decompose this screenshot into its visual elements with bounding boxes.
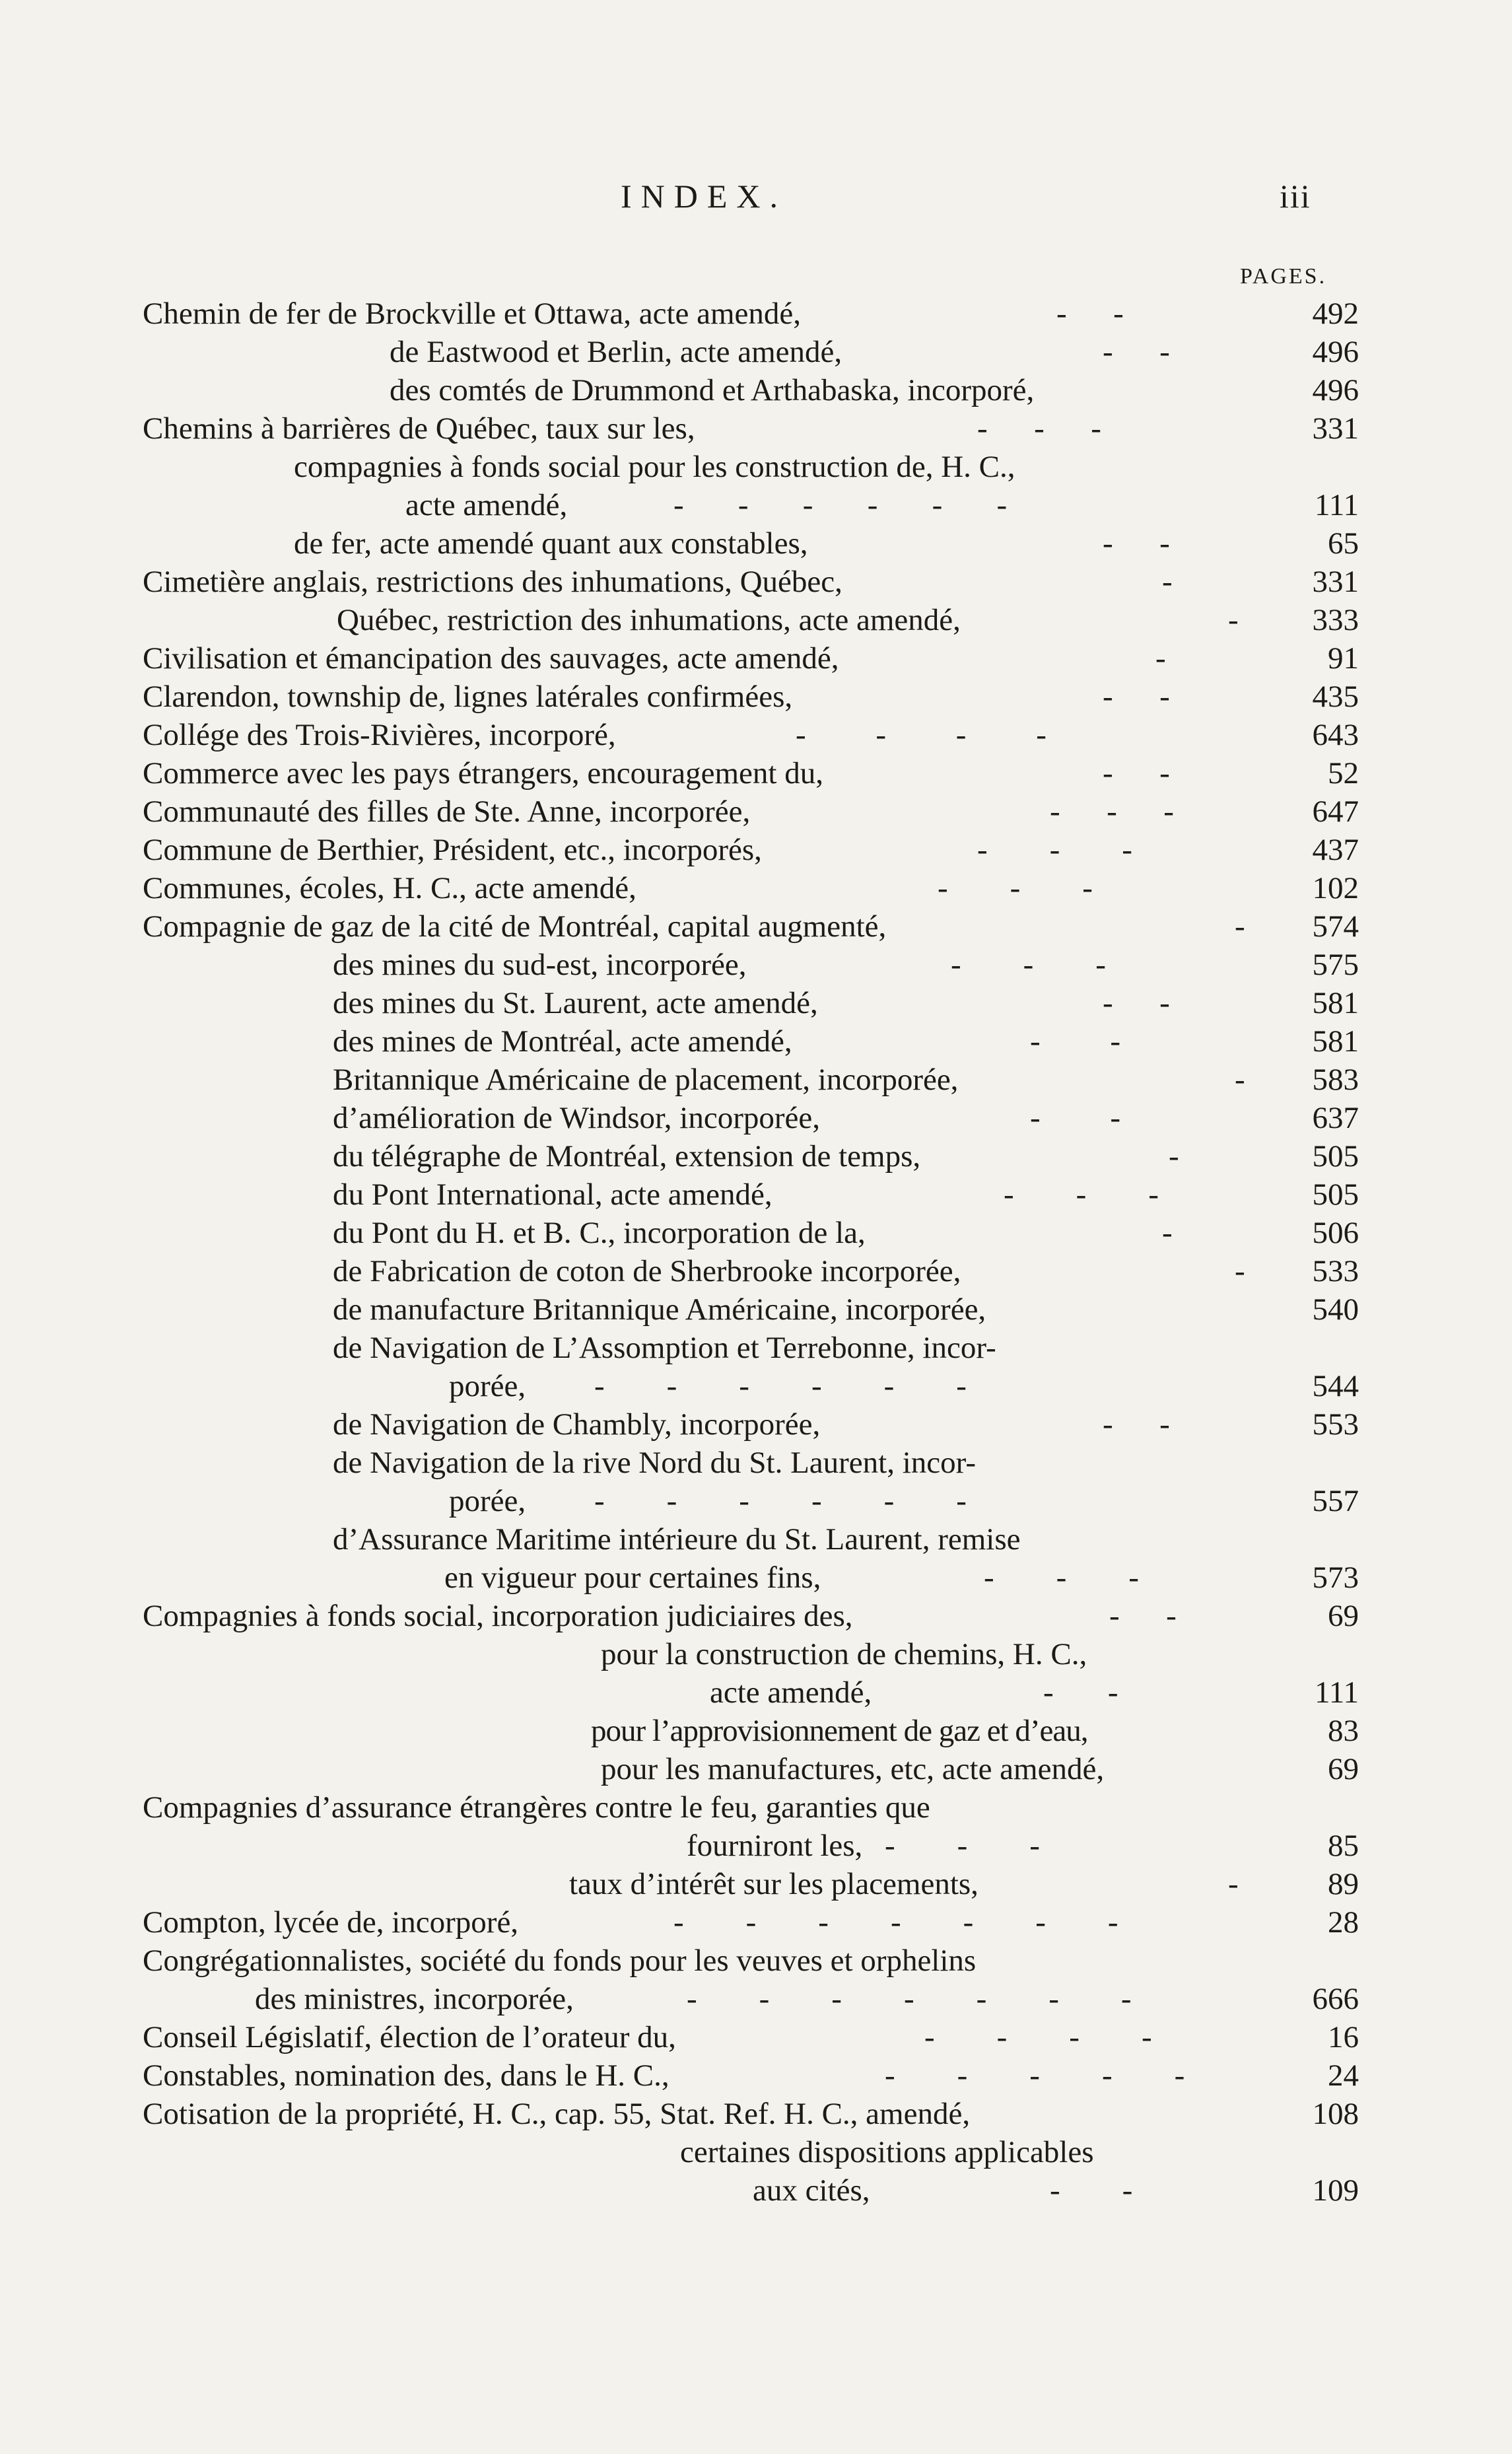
index-entry: pour les manufactures, etc, acte amendé,: [601, 1752, 1105, 1786]
leader-dashes: - - -: [885, 1829, 1040, 1863]
index-entry: de Navigation de Chambly, incorporée,: [333, 1407, 821, 1442]
index-entry: du Pont International, acte amendé,: [333, 1177, 773, 1212]
index-entry: Compagnie de gaz de la cité de Montréal, capital augmenté,: [143, 909, 887, 944]
leader-dashes: - -: [1103, 756, 1170, 790]
index-entry: Collége des Trois-Rivières, incorporé,: [143, 718, 616, 752]
page-number: iii: [1280, 178, 1311, 215]
page-ref: 544: [1312, 1369, 1359, 1403]
leader-dashes: - -: [1103, 526, 1170, 561]
index-entry: d’Assurance Maritime intérieure du St. Laurent, remise: [333, 1522, 1021, 1557]
page-ref: 16: [1328, 2020, 1359, 2054]
page-ref: 333: [1312, 603, 1359, 637]
page-ref: 437: [1312, 833, 1359, 867]
index-entry: certaines dispositions applicables: [680, 2135, 1094, 2169]
page-ref: 637: [1312, 1101, 1359, 1135]
index-entry: de Navigation de L’Assomption et Terrebonne, incor-: [333, 1331, 996, 1365]
leader-dashes: -: [1155, 641, 1166, 676]
page-ref: 574: [1312, 909, 1359, 944]
index-entry: Chemins à barrières de Québec, taux sur les,: [143, 411, 695, 446]
page-ref: 496: [1312, 373, 1359, 407]
leader-dashes: - - - - - -: [594, 1484, 967, 1518]
index-entry: aux cités,: [753, 2173, 870, 2208]
leader-dashes: - - -: [984, 1560, 1139, 1595]
index-entry: des ministres, incorporée,: [255, 1982, 574, 2016]
page-ref: 69: [1328, 1752, 1359, 1786]
page-ref: 553: [1312, 1407, 1359, 1442]
page-ref: 102: [1312, 871, 1359, 905]
index-entry: Constables, nomination des, dans le H. C.,: [143, 2058, 670, 2093]
index-entry: porée,: [449, 1369, 526, 1403]
index-entry: pour l’approvisionnement de gaz et d’eau,: [591, 1714, 1088, 1748]
leader-dashes: - -: [1030, 1101, 1121, 1135]
leader-dashes: - - -: [1004, 1177, 1159, 1212]
leader-dashes: - - -: [938, 871, 1093, 905]
index-entry: de Navigation de la rive Nord du St. Laurent, incor-: [333, 1446, 977, 1480]
index-entry: des mines de Montréal, acte amendé,: [333, 1024, 792, 1059]
index-entry: Cimetière anglais, restrictions des inhumations, Québec,: [143, 565, 842, 599]
page-ref: 506: [1312, 1216, 1359, 1250]
index-entry: Cotisation de la propriété, H. C., cap. 55, Stat. Ref. H. C., amendé,: [143, 2097, 971, 2131]
index-entry: Compton, lycée de, incorporé,: [143, 1905, 519, 1940]
page-ref: 647: [1312, 794, 1359, 829]
leader-dashes: -: [1228, 603, 1239, 637]
index-entry: Commerce avec les pays étrangers, encouragement du,: [143, 756, 823, 790]
page-ref: 28: [1328, 1905, 1359, 1940]
page-ref: 581: [1312, 986, 1359, 1020]
page-ref: 583: [1312, 1063, 1359, 1097]
index-entry: Communes, écoles, H. C., acte amendé,: [143, 871, 636, 905]
page-ref: 91: [1328, 641, 1359, 676]
index-entry: du télégraphe de Montréal, extension de temps,: [333, 1139, 921, 1174]
leader-dashes: - - - - - - -: [687, 1982, 1132, 2016]
page-ref: 505: [1312, 1139, 1359, 1174]
page-ref: 533: [1312, 1254, 1359, 1288]
page-ref: 496: [1312, 335, 1359, 369]
page-ref: 331: [1312, 411, 1359, 446]
index-entry: de Eastwood et Berlin, acte amendé,: [390, 335, 842, 369]
running-title: INDEX.: [621, 178, 788, 215]
page-ref: 666: [1312, 1982, 1359, 2016]
index-entry: Civilisation et émancipation des sauvages, acte amendé,: [143, 641, 839, 676]
index-entry: en vigueur pour certaines fins,: [444, 1560, 821, 1595]
leader-dashes: - - - -: [796, 718, 1047, 752]
index-entry: Québec, restriction des inhumations, acte amendé,: [337, 603, 961, 637]
page-ref: 24: [1328, 2058, 1359, 2093]
leader-dashes: - - -: [951, 948, 1106, 982]
index-entry: d’amélioration de Windsor, incorporée,: [333, 1101, 820, 1135]
index-entry: de manufacture Britannique Américaine, incorporée,: [333, 1292, 986, 1327]
page-ref: 331: [1312, 565, 1359, 599]
index-entry: compagnies à fonds social pour les construction de, H. C.,: [294, 450, 1015, 484]
page-ref: 540: [1312, 1292, 1359, 1327]
index-entry: du Pont du H. et B. C., incorporation de la,: [333, 1216, 866, 1250]
leader-dashes: - - - - - -: [594, 1369, 967, 1403]
leader-dashes: - -: [1103, 335, 1170, 369]
leader-dashes: - -: [1056, 297, 1124, 331]
index-entry: des comtés de Drummond et Arthabaska, incorporé,: [390, 373, 1035, 407]
page-ref: 111: [1314, 1675, 1359, 1710]
page-ref: 69: [1328, 1599, 1359, 1633]
page-ref: 643: [1312, 718, 1359, 752]
index-entry: porée,: [449, 1484, 526, 1518]
index-entry: Britannique Américaine de placement, incorporée,: [333, 1063, 959, 1097]
leader-dashes: -: [1235, 1063, 1245, 1097]
page-ref: 435: [1312, 680, 1359, 714]
index-entry: acte amendé,: [405, 488, 568, 522]
leader-dashes: - -: [1109, 1599, 1177, 1633]
leader-dashes: -: [1162, 565, 1173, 599]
page-ref: 111: [1314, 488, 1359, 522]
leader-dashes: - - -: [1050, 794, 1174, 829]
index-entry: Commune de Berthier, Président, etc., incorporés,: [143, 833, 762, 867]
pages-column-label: PAGES.: [1240, 264, 1327, 289]
index-entry: de Fabrication de coton de Sherbrooke incorporée,: [333, 1254, 961, 1288]
leader-dashes: - - -: [977, 833, 1132, 867]
index-entry: de fer, acte amendé quant aux constables,: [294, 526, 808, 561]
leader-dashes: - -: [1103, 1407, 1170, 1442]
page-ref: 65: [1328, 526, 1359, 561]
index-entry: des mines du sud-est, incorporée,: [333, 948, 747, 982]
leader-dashes: - - - -: [924, 2020, 1152, 2054]
index-entry: acte amendé,: [710, 1675, 872, 1710]
leader-dashes: - - - - - -: [673, 488, 1008, 522]
page-ref: 505: [1312, 1177, 1359, 1212]
page-ref: 557: [1312, 1484, 1359, 1518]
page-ref: 85: [1328, 1829, 1359, 1863]
leader-dashes: - -: [1103, 986, 1170, 1020]
page-ref: 581: [1312, 1024, 1359, 1059]
page-ref: 109: [1312, 2173, 1359, 2208]
index-entry: taux d’intérêt sur les placements,: [569, 1867, 979, 1901]
leader-dashes: - -: [1103, 680, 1170, 714]
leader-dashes: -: [1169, 1139, 1179, 1174]
page-ref: 573: [1312, 1560, 1359, 1595]
leader-dashes: - -: [1043, 1675, 1118, 1710]
index-entry: Conseil Législatif, élection de l’orateur du,: [143, 2020, 676, 2054]
leader-dashes: - - -: [977, 411, 1101, 446]
page-ref: 89: [1328, 1867, 1359, 1901]
leader-dashes: - -: [1030, 1024, 1121, 1059]
index-entry: fourniront les,: [687, 1829, 863, 1863]
leader-dashes: - - - - -: [885, 2058, 1185, 2093]
page-ref: 108: [1312, 2097, 1359, 2131]
leader-dashes: -: [1162, 1216, 1173, 1250]
index-entry: Compagnies d’assurance étrangères contre le feu, garanties que: [143, 1790, 930, 1825]
page-ref: 492: [1312, 297, 1359, 331]
index-entry: Communauté des filles de Ste. Anne, incorporée,: [143, 794, 751, 829]
index-entry: pour la construction de chemins, H. C.,: [601, 1637, 1087, 1671]
index-entry: des mines du St. Laurent, acte amendé,: [333, 986, 818, 1020]
index-entry: Clarendon, township de, lignes latérales confirmées,: [143, 680, 793, 714]
leader-dashes: -: [1235, 909, 1245, 944]
index-entry: Chemin de fer de Brockville et Ottawa, acte amendé,: [143, 297, 802, 331]
leader-dashes: - -: [1050, 2173, 1133, 2208]
leader-dashes: -: [1235, 1254, 1245, 1288]
page-ref: 575: [1312, 948, 1359, 982]
index-entry: Congrégationnalistes, société du fonds pour les veuves et orphelins: [143, 1944, 977, 1978]
index-entry: Compagnies à fonds social, incorporation judiciaires des,: [143, 1599, 853, 1633]
page-ref: 83: [1328, 1714, 1359, 1748]
page-ref: 52: [1328, 756, 1359, 790]
leader-dashes: - - - - - - -: [673, 1905, 1118, 1940]
leader-dashes: -: [1228, 1867, 1239, 1901]
